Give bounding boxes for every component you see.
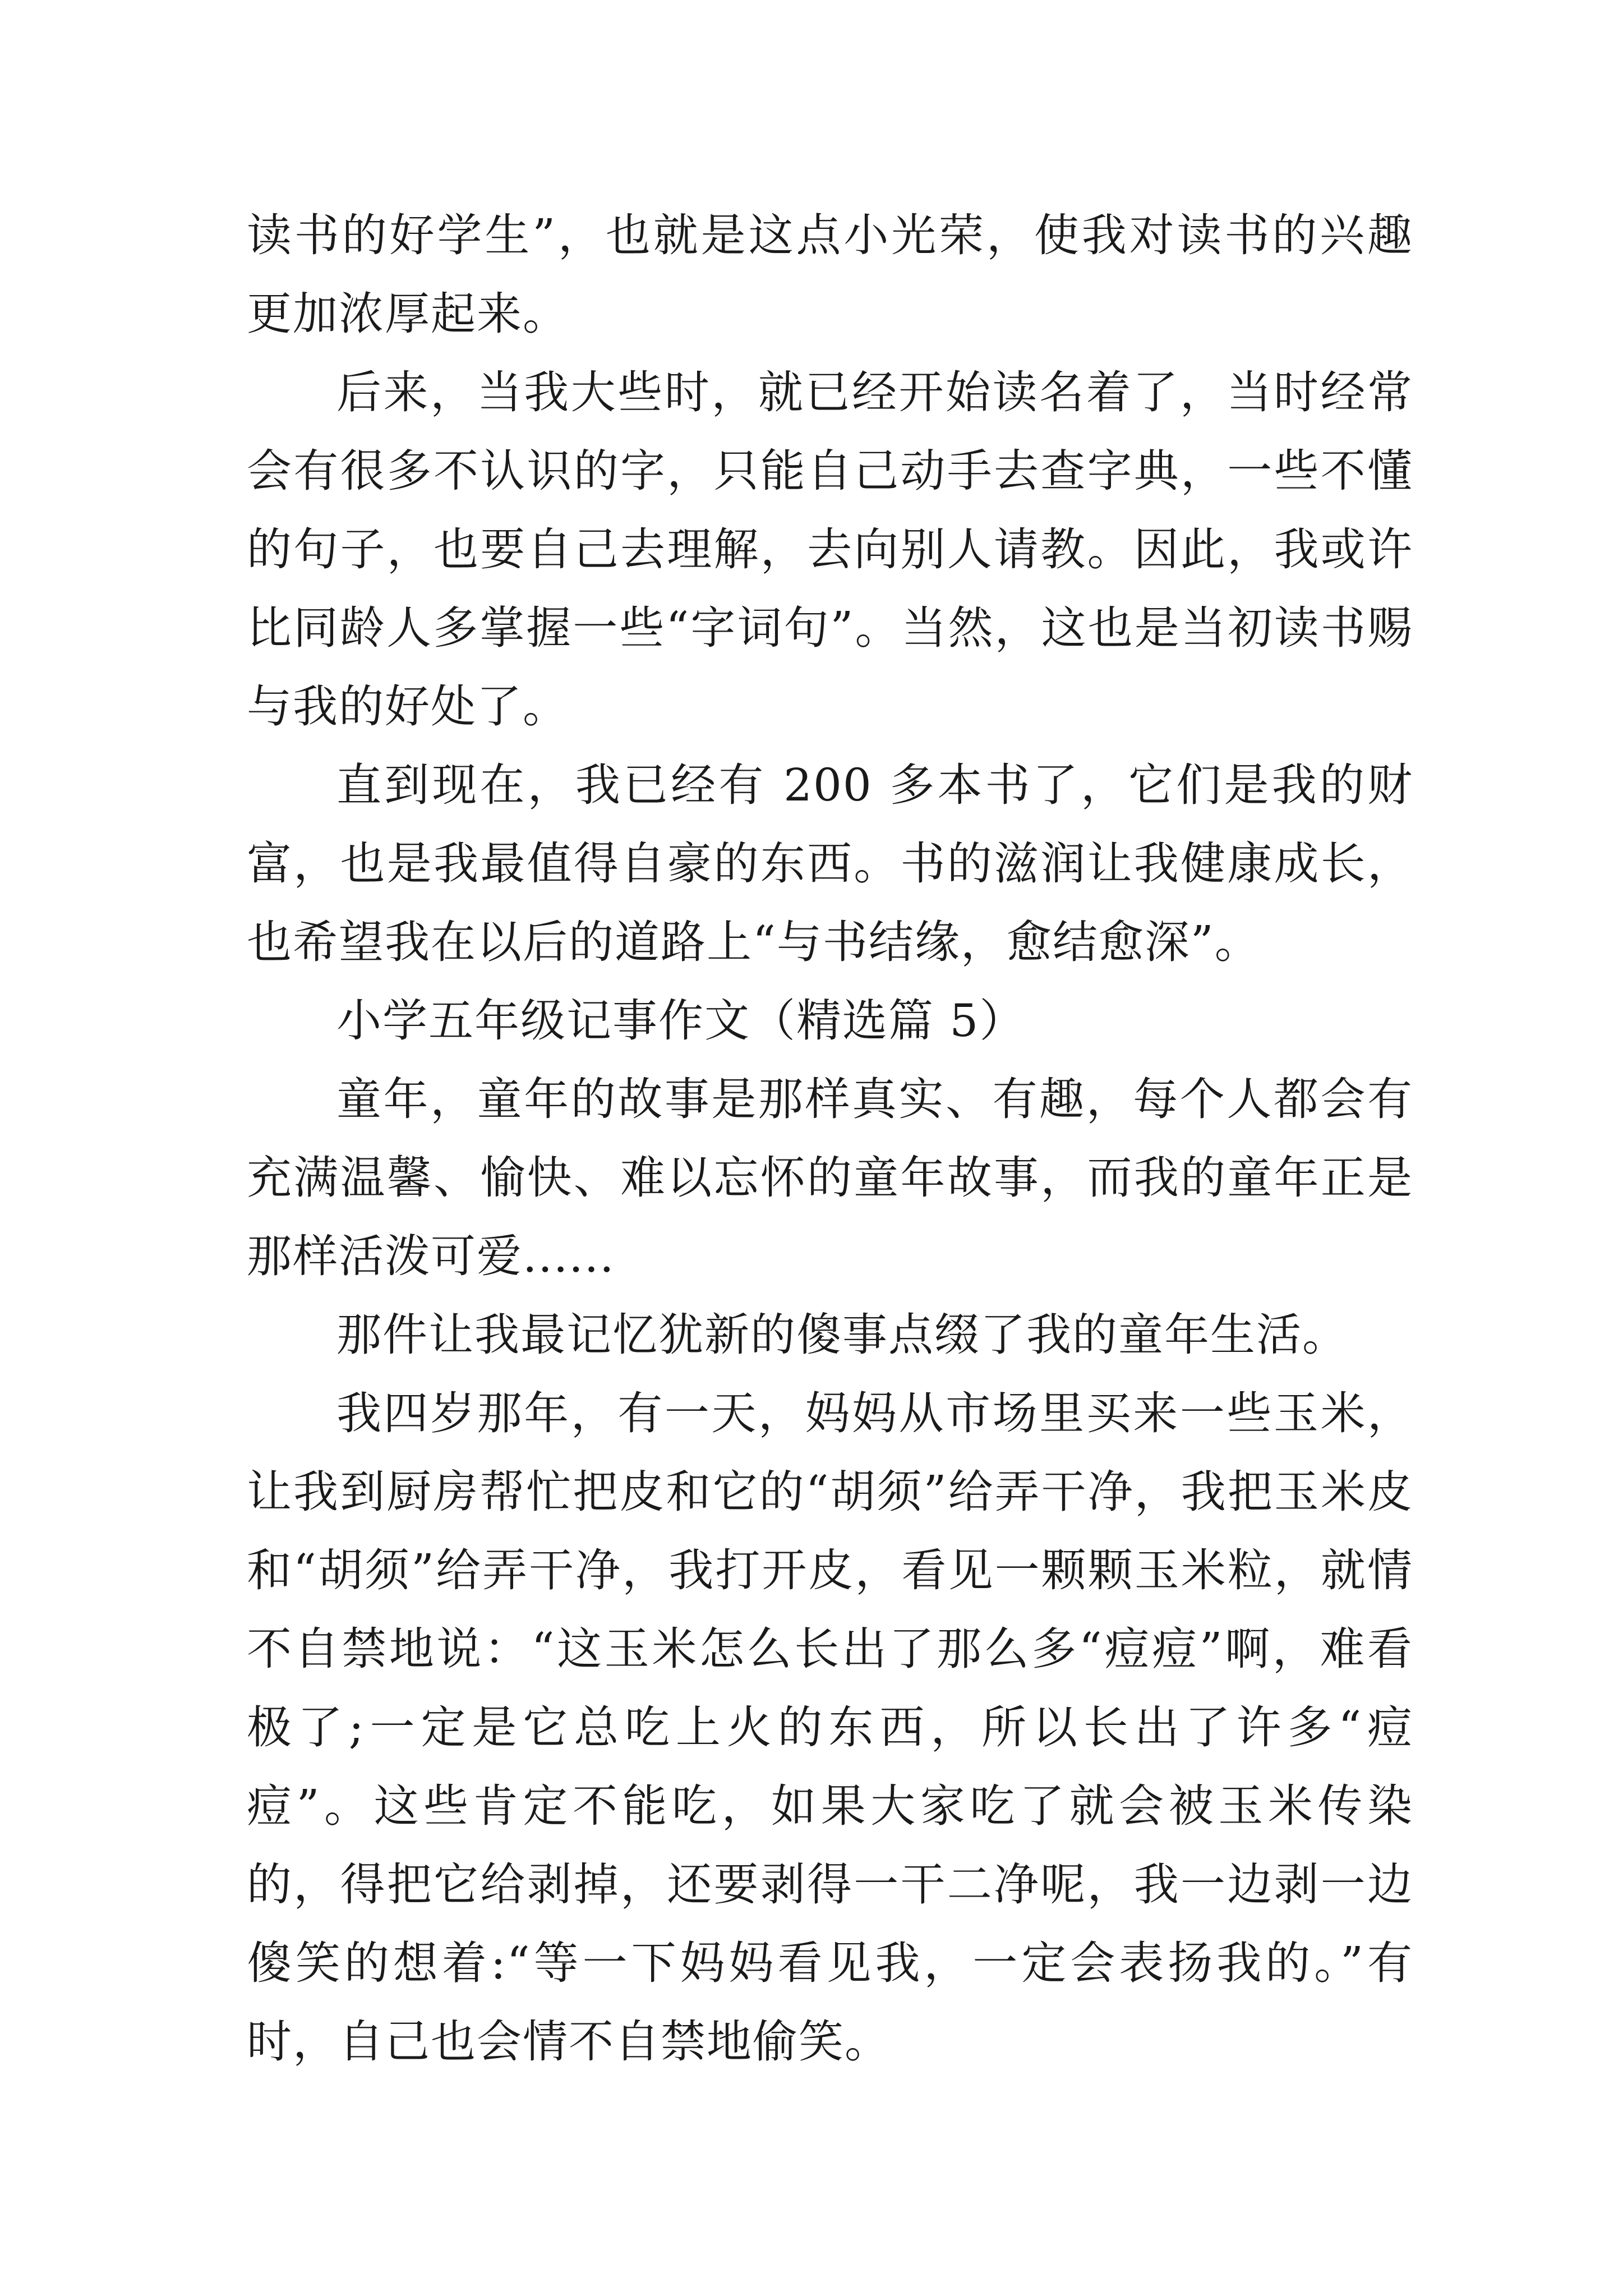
section-title: 小学五年级记事作文（精选篇 5） xyxy=(336,995,1026,1047)
paragraph-6: 我四岁那年，有一天，妈妈从市场里买来一些玉米，让我到厨房帮忙把皮和它的“胡须”给弄干净，我把玉米皮和“胡须”给弄干净，我打开皮，看见一颗颗玉米粒，就情不自禁地说：“这玉米怎么长出了那么多“痘痘”啊，难看极了;一定是它总吃上火的东西，所以长出了许多“痘痘”。这些肯定不能吃，如果大家吃了就会被玉米传染的，得把它给剥掉，还要剥得一干二净呢，我一边剥一边傻笑的想着:“等一下妈妈看见我，一定会表扬我的。”有时，自己也会情不自禁地偷笑。 xyxy=(247,1387,1413,2068)
paragraph-1: 读书的好学生”，也就是这点小光荣，使我对读书的兴趣更加浓厚起来。 xyxy=(247,209,1413,340)
paragraph-5: 那件让我最记忆犹新的傻事点缀了我的童年生活。 xyxy=(336,1309,1348,1361)
paragraph-2: 后来，当我大些时，就已经开始读名着了，当时经常会有很多不认识的字，只能自己动手去查字典，一些不懂的句子，也要自己去理解，去向别人请教。因此，我或许比同龄人多掌握一些“字词句”。当然，这也是当初读书赐与我的好处了。 xyxy=(247,366,1413,733)
paragraph-4: 童年，童年的故事是那样真实、有趣，每个人都会有充满温馨、愉快、难以忘怀的童年故事，而我的童年正是那样活泼可爱...... xyxy=(247,1073,1413,1282)
paragraph-3: 直到现在，我已经有 200 多本书了，它们是我的财富，也是我最值得自豪的东西。书的滋润让我健康成长，也希望我在以后的道路上“与书结缘，愈结愈深”。 xyxy=(247,759,1413,968)
document-body xyxy=(247,196,1413,2081)
